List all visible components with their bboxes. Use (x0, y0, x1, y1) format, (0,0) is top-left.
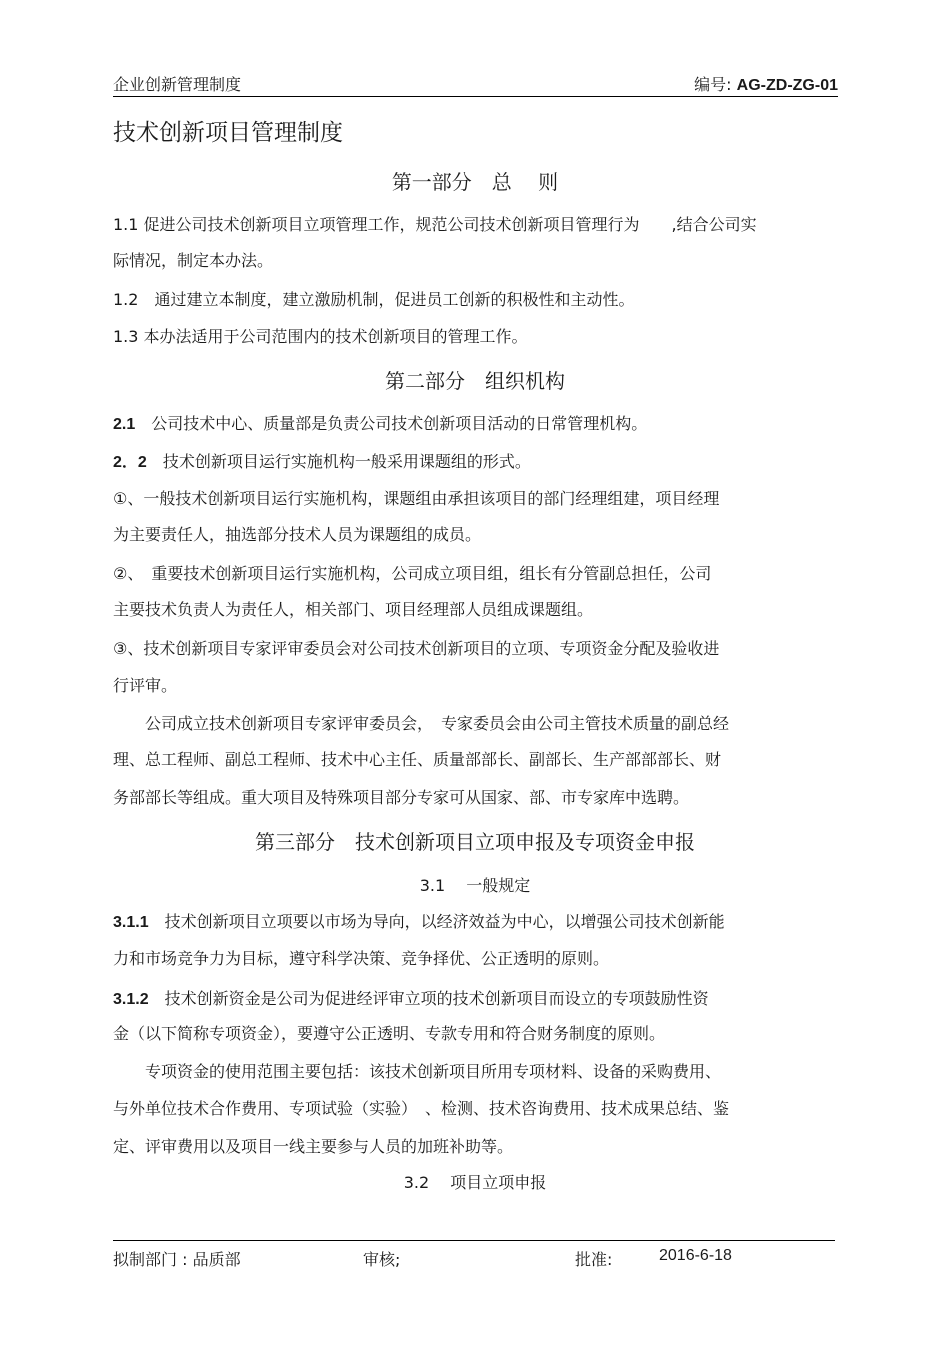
clause-2-2-number: 2．2 (113, 454, 147, 471)
clause-1-1-line1: 1.1 促进公司技术创新项目立项管理工作，规范公司技术创新项目管理行为 ,结合公司实 (113, 215, 757, 234)
subsection-3-2-heading: 3.2 项目立项申报 (403, 1173, 547, 1192)
clause-3-1-2-line2: 金（以下简称专项资金），要遵守公正透明、专款专用和符合财务制度的原则。 (113, 1024, 666, 1043)
fund-scope-line1: 专项资金的使用范围主要包括：该技术创新项目所用专项材料、设备的采购费用、 (113, 1062, 722, 1081)
clause-3-1-1-line2: 力和市场竞争力为目标，遵守科学决策、竞争择优、公正透明的原则。 (113, 949, 610, 968)
document-title: 技术创新项目管理制度 (113, 120, 343, 146)
header-doc-category: 企业创新管理制度 (113, 75, 242, 94)
clause-3-1-1-number: 3.1.1 (113, 914, 149, 931)
header-number-label: 编号: (694, 75, 732, 94)
clause-2-2-text: 技术创新项目运行实施机构一般采用课题组的形式。 (146, 452, 531, 471)
header-number-code: AG-ZD-ZG-01 (736, 77, 838, 94)
committee-paragraph-line2: 理、总工程师、副总工程师、技术中心主任、质量部部长、副部长、生产部部部长、财 (113, 750, 722, 769)
committee-paragraph-line3: 务部部长等组成。重大项目及特殊项目部分专家可从国家、部、市专家库中选聘。 (113, 788, 690, 807)
clause-2-1 (113, 411, 647, 434)
clause-3-1-1-text: 技术创新项目立项要以市场为导向，以经济效益为中心，以增强公司技术创新能 (148, 912, 725, 931)
part3-heading: 第三部分 技术创新项目立项申报及专项资金申报 (255, 830, 695, 854)
footer-drafting-dept: 拟制部门 : 品质部 (113, 1250, 241, 1269)
clause-1-3: 1.3 本办法适用于公司范围内的技术创新项目的管理工作。 (113, 327, 528, 346)
clause-1-1-line2: 际情况，制定本办法。 (113, 251, 274, 270)
item-2-line2: 主要技术负责人为责任人，相关部门、项目经理部人员组成课题组。 (113, 600, 594, 619)
fund-scope-line2: 与外单位技术合作费用、专项试验（实验） 、检测、技术咨询费用、技术成果总结、鉴 (113, 1099, 730, 1118)
clause-2-1-number: 2.1 (113, 416, 136, 433)
part1-heading: 第一部分 总 则 (391, 170, 559, 194)
clause-2-2 (113, 449, 531, 472)
clause-2-1-text: 公司技术中心、质量部是负责公司技术创新项目活动的日常管理机构。 (135, 414, 648, 433)
subsection-3-1-heading: 3.1 一般规定 (419, 876, 531, 895)
clause-3-1-2-number: 3.1.2 (113, 991, 149, 1008)
clause-1-2: 1.2 通过建立本制度，建立激励机制，促进员工创新的积极性和主动性。 (113, 290, 635, 309)
page-header (113, 72, 838, 97)
clause-3-1-2-text: 技术创新资金是公司为促进经评审立项的技术创新项目而设立的专项鼓励性资 (148, 989, 709, 1008)
fund-scope-line3: 定、评审费用以及项目一线主要参与人员的加班补助等。 (113, 1137, 514, 1156)
item-3-line2: 行评审。 (113, 676, 178, 695)
item-2-line1: ②、 重要技术创新项目运行实施机构，公司成立项目组，组长有分管副总担任，公司 (113, 564, 712, 583)
item-3-line1: ③、技术创新项目专家评审委员会对公司技术创新项目的立项、专项资金分配及验收进 (113, 639, 720, 658)
footer-date: 2016-6-18 (659, 1247, 732, 1264)
committee-paragraph-line1: 公司成立技术创新项目专家评审委员会， 专家委员会由公司主管技术质量的副总经 (113, 714, 730, 733)
header-doc-number (694, 72, 838, 95)
item-1-line2: 为主要责任人，抽选部分技术人员为课题组的成员。 (113, 525, 482, 544)
item-1-line1: ①、一般技术创新项目运行实施机构，课题组由承担该项目的部门经理组建，项目经理 (113, 489, 720, 508)
clause-3-1-1-line1 (113, 909, 725, 932)
footer-review: 审核; (363, 1250, 401, 1269)
footer-approve: 批准: (575, 1250, 613, 1269)
part2-heading: 第二部分 组织机构 (385, 369, 565, 393)
clause-3-1-2-line1 (113, 986, 709, 1009)
page-footer (113, 1240, 835, 1271)
